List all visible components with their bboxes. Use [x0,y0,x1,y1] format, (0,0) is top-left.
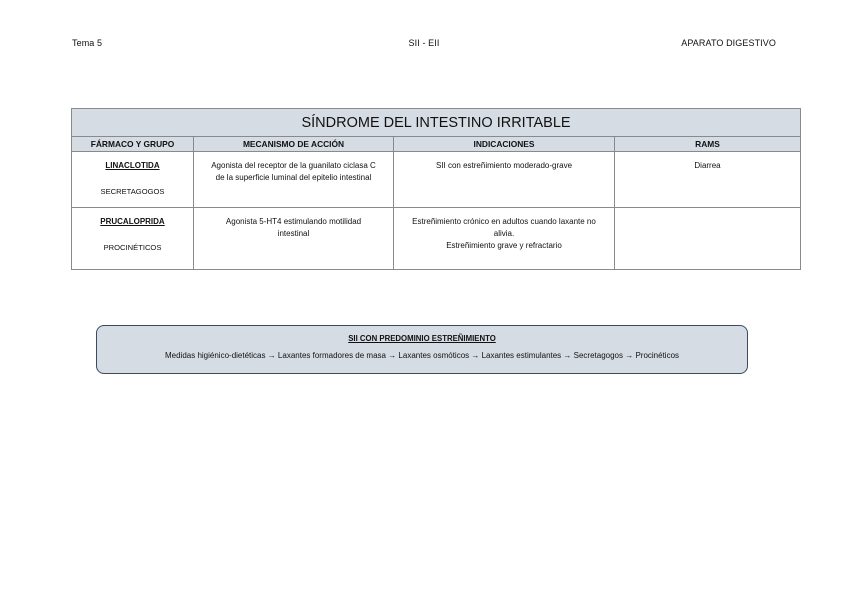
mechanism-cell [194,152,394,208]
drug-cell [72,152,194,208]
drug-name: LINACLOTIDA [105,161,160,170]
header-section: SII - EII [408,38,440,48]
column-header-indications: INDICACIONES [394,137,615,152]
indications-cell [394,208,615,270]
drug-table [71,108,801,270]
column-header-rams: RAMS [615,137,801,152]
mechanism-line: Agonista del receptor de la guanilato ciclasa C [211,161,376,170]
table-row [72,208,801,270]
table-row [72,152,801,208]
mechanism-line: Agonista 5-HT4 estimulando motilidad [225,217,362,226]
drug-group: PROCINÉTICOS [103,243,162,252]
treatment-sequence-text: Medidas higiénico-dietéticas → Laxantes formadores de masa → Laxantes osmóticos → Laxantes estimulantes → Secretagogos → Procinéticos [164,351,680,360]
header-topic: Tema 5 [72,38,103,48]
column-header-drug: FÁRMACO Y GRUPO [72,137,194,152]
mechanism-line: de la superficie luminal del epitelio intestinal [215,173,372,182]
indications-cell [394,152,615,208]
header-subject: APARATO DIGESTIVO [681,38,776,48]
rams-cell [615,208,801,270]
drug-cell [72,208,194,270]
drug-name: PRUCALOPRIDA [100,217,165,226]
column-header-mechanism: MECANISMO DE ACCIÓN [194,137,394,152]
table-header-row [72,137,801,152]
treatment-sequence-box [96,325,748,374]
mechanism-line: intestinal [277,229,310,238]
table-title: SÍNDROME DEL INTESTINO IRRITABLE [72,109,801,137]
indication-line: Estreñimiento grave y refractario [446,241,562,250]
indication-line: Estreñimiento crónico en adultos cuando laxante no [412,217,596,226]
rams-cell: Diarrea [615,152,801,208]
mechanism-cell [194,208,394,270]
drug-group: SECRETAGOGOS [100,187,165,196]
box-title: SII CON PREDOMINIO ESTREÑIMIENTO [348,334,496,343]
indication-line: SII con estreñimiento moderado-grave [435,161,573,170]
indication-line: alivia. [493,229,515,238]
